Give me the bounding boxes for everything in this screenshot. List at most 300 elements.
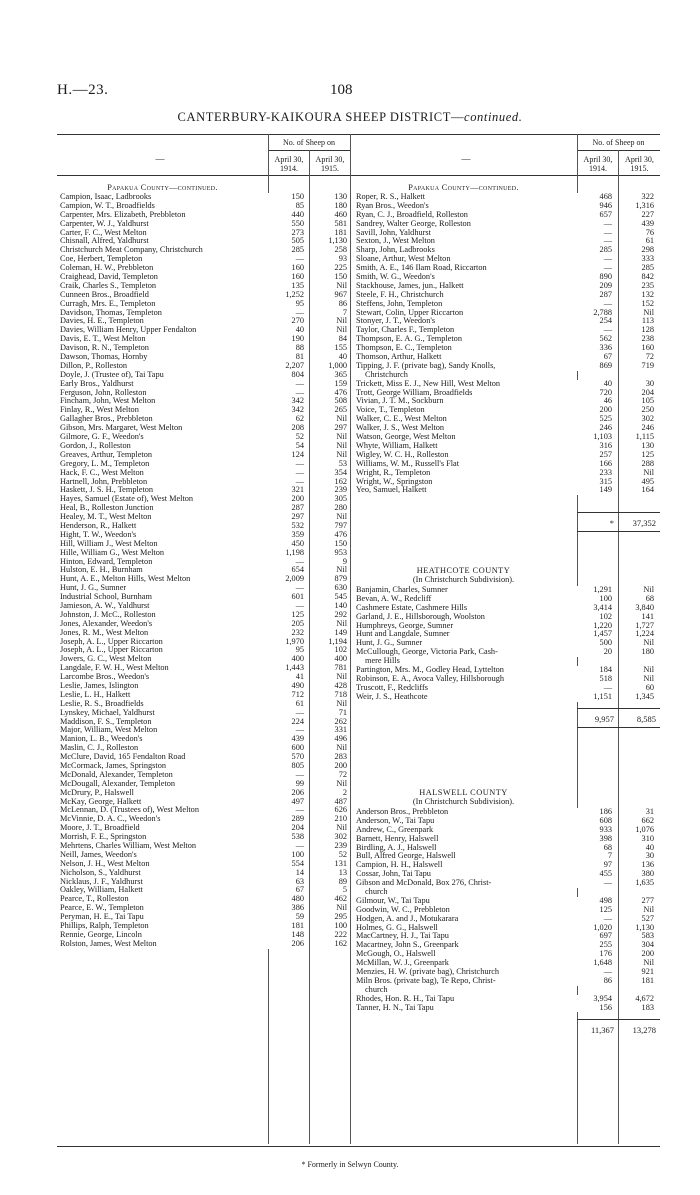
sheep-1914: 550 [267, 220, 304, 229]
sheep-1915: 297 [334, 424, 347, 433]
sheep-1914: 336 [575, 344, 612, 353]
owner-name: McClure, David, 165 Fendalton Road [60, 753, 186, 762]
sheep-1914: 3,954 [575, 995, 612, 1004]
owner-name: McLennan, D. (Trustees of), West Melton [60, 806, 199, 815]
table-row [356, 442, 660, 451]
sheep-1915: 200 [641, 950, 654, 959]
sheep-1914: — [267, 726, 304, 735]
table-row [60, 540, 350, 549]
right-sheep-header: No. of Sheep on [592, 138, 645, 147]
sheep-1914: — [267, 771, 304, 780]
sheep-1914: 2,009 [267, 575, 304, 584]
table-row [60, 220, 350, 229]
owner-name: Craik, Charles S., Templeton [60, 281, 157, 290]
sheep-1915: 1,130 [328, 237, 347, 246]
sheep-1915: 131 [334, 859, 347, 868]
sheep-1914: — [267, 255, 304, 264]
table-row [356, 693, 660, 702]
owner-name: Campion, W. T., Broadfields [60, 201, 155, 210]
owner-name: Hunt, A. E., Melton Hills, West Melton [60, 575, 191, 584]
sheep-1915: 71 [338, 708, 347, 717]
sheep-1914: 99 [267, 780, 304, 789]
sheep-1914: 554 [267, 860, 304, 869]
owner-name: Davis, E. T., West Melton [60, 335, 146, 344]
sheep-1915: 879 [334, 575, 347, 584]
owner-name: Thompson, E. A. G., Templeton [356, 335, 462, 344]
sheep-1915: 439 [641, 219, 654, 228]
sheep-1915: 102 [334, 646, 347, 655]
owner-name: Anderson Bros., Prebbleton [356, 808, 449, 816]
sheep-1914: 342 [267, 406, 304, 415]
sheep-1914: 398 [575, 835, 612, 844]
sheep-1914: 1,443 [267, 664, 304, 673]
owner-name: Yeo, Samuel, Halkett [356, 486, 427, 495]
owner-name: Davidson, Thomas, Templeton [60, 308, 162, 317]
table-row [356, 941, 660, 950]
table-row [356, 220, 660, 229]
table-row [60, 255, 350, 264]
sheep-1915: 428 [334, 681, 347, 690]
table-row [60, 602, 350, 611]
owner-name: Mehrtens, Charles William, West Melton [60, 842, 197, 851]
sheep-1915: Nil [643, 468, 654, 477]
owner-name: Wigley, W. C. H., Rolleston [356, 450, 449, 459]
sheep-1914: 321 [267, 486, 304, 495]
sheep-1914: 97 [575, 861, 612, 870]
sheep-1914: 85 [267, 202, 304, 211]
sheep-1915: 781 [334, 664, 347, 673]
table-row [60, 335, 350, 344]
sheep-1914: 160 [267, 264, 304, 273]
owner-name: Trickett, Miss E. J., New Hill, West Melton [356, 379, 501, 388]
sheep-1914: 657 [575, 211, 612, 220]
table-row [60, 833, 350, 842]
table-row [356, 968, 660, 977]
right-col-1914: April 30, 1914. [583, 155, 613, 173]
sheep-1915: 180 [641, 648, 654, 657]
halswell-total-rule [577, 1019, 660, 1020]
owner-name: Healey, M. T., West Melton [60, 513, 152, 522]
sheep-1915: 292 [334, 610, 347, 619]
table-row [356, 193, 660, 202]
sheep-1914: 102 [575, 613, 612, 622]
sheep-1914: 41 [267, 673, 304, 682]
table-row [60, 415, 350, 424]
sheep-1914: 135 [267, 282, 304, 291]
owner-name: Peryman, H. E., Tai Tapu [60, 913, 144, 922]
table-row [356, 273, 660, 282]
table-row [356, 666, 660, 675]
sheep-1914: — [575, 879, 612, 888]
table-row [356, 211, 660, 220]
table-row [356, 397, 660, 406]
sheep-1915: 76 [645, 228, 654, 237]
owner-name: Hinton, Edward, Templeton [60, 557, 153, 566]
sheep-1914: 62 [267, 415, 304, 424]
sheep-1914: 233 [575, 469, 612, 478]
sheep-1915: 227 [641, 210, 654, 219]
sheep-1915: Nil [643, 586, 654, 594]
sheep-1914: 206 [267, 940, 304, 949]
table-row [356, 995, 660, 1004]
owner-name: Rennie, George, Lincoln [60, 930, 142, 939]
table-row [356, 861, 660, 870]
sheep-1914: 68 [575, 844, 612, 853]
sheep-1915: 508 [334, 397, 347, 406]
table-row [356, 451, 660, 460]
table-row [60, 273, 350, 282]
table-row [60, 291, 350, 300]
heathcote-subheading: (In Christchurch Subdivision). [412, 575, 515, 584]
sheep-1915: Nil [643, 639, 654, 648]
report-code: H.—23. [57, 82, 109, 98]
owner-name: Manion, L. B., Weedon's [60, 735, 143, 744]
sheep-1915: 30 [645, 379, 654, 388]
sheep-1914: 439 [267, 735, 304, 744]
sheep-1915: 235 [641, 281, 654, 290]
owner-name: Cashmere Estate, Cashmere Hills [356, 603, 468, 612]
table-row [356, 959, 660, 968]
sheep-1915: 239 [334, 486, 347, 495]
sheep-1915: 162 [334, 939, 347, 948]
footnote: * Formerly in Selwyn County. [301, 1160, 399, 1169]
sheep-1914: 805 [267, 762, 304, 771]
sheep-1915: 1,076 [635, 825, 654, 834]
table-row [60, 806, 350, 815]
sheep-1914: 100 [267, 851, 304, 860]
sheep-1914: 200 [575, 406, 612, 415]
owner-name: Walker, J. S., West Melton [356, 424, 445, 433]
table-row [60, 264, 350, 273]
table-row [60, 460, 350, 469]
sheep-1915: 302 [334, 833, 347, 842]
heathcote-total-rule [577, 708, 660, 709]
table-row [60, 193, 350, 202]
table-row [356, 255, 660, 264]
owner-name: Williams, W. M., Russell's Flat [356, 459, 460, 468]
sheep-1914: 570 [267, 753, 304, 762]
sheep-1915: Nil [643, 959, 654, 968]
sheep-1914: — [267, 584, 304, 593]
page-title [0, 110, 700, 125]
table-row [356, 202, 660, 211]
owner-name: Banjamin, Charles, Sumner [356, 586, 448, 594]
owner-name: Dawson, Thomas, Hornby [60, 353, 148, 362]
sheep-1915: 162 [334, 477, 347, 486]
sheep-1914: 532 [267, 522, 304, 531]
sheep-1914: 450 [267, 540, 304, 549]
owner-name: Davies, H. E., Templeton [60, 317, 144, 326]
owner-name: Campion, H. H., Halswell [356, 861, 443, 870]
sheep-1915: 72 [645, 353, 654, 362]
table-row [356, 229, 660, 238]
sheep-1914: 869 [575, 362, 612, 371]
sheep-1914: — [575, 255, 612, 264]
sheep-1914: 505 [267, 237, 304, 246]
sheep-1915: 222 [334, 930, 347, 939]
sheep-1915: 460 [334, 210, 347, 219]
table-row [60, 531, 350, 540]
owner-name: Garland, J. E., Hillsborough, Woolston [356, 612, 485, 621]
sheep-1915: Nil [336, 699, 347, 708]
sheep-1914: 190 [267, 335, 304, 344]
table-bottom-rule [57, 1146, 660, 1147]
left-sheep-header: No. of Sheep on [283, 138, 335, 147]
sheep-1915: 1,345 [635, 692, 654, 701]
owner-name: Pearce, T., Rolleston [60, 895, 129, 904]
owner-name: Jamieson, A. W., Yaldhurst [60, 601, 150, 610]
table-row [356, 300, 660, 309]
owner-name: Roper, R. S., Halkett [356, 193, 426, 201]
sheep-1914: 125 [575, 906, 612, 915]
table-row [60, 726, 350, 735]
sheep-1914: 232 [267, 629, 304, 638]
table-row [356, 291, 660, 300]
owner-name: Doyle, J. (Trustee of), Tai Tapu [60, 370, 164, 379]
sheep-1915: 130 [334, 193, 347, 201]
table-row [356, 808, 660, 817]
sheep-1915: 333 [641, 255, 654, 264]
owner-name: Barnett, Henry, Halswell [356, 834, 439, 843]
owner-name: Nicholson, S., Yaldhurst [60, 868, 141, 877]
right-name-column-dash: — [461, 154, 471, 164]
owner-name: Tipping, J. F. (private bag), Sandy Knolls, [356, 361, 496, 370]
sheep-1914: 562 [575, 335, 612, 344]
owner-name: Coleman, H. W., Prebbleton [60, 264, 154, 273]
table-row [356, 817, 660, 826]
left-col-1914: April 30, 1914. [274, 155, 304, 173]
sheep-1915: 354 [334, 468, 347, 477]
sheep-1915: 141 [641, 612, 654, 621]
owner-name: Jones, Alexander, Weedon's [60, 619, 153, 628]
owner-name: Gregory, L. M., Templeton [60, 459, 150, 468]
table-row [60, 904, 350, 913]
owner-name: Oakley, William, Halkett [60, 886, 143, 895]
sheep-1914: 7 [575, 852, 612, 861]
table-row [60, 744, 350, 753]
sheep-1915: Nil [336, 433, 347, 442]
sheep-1914: 315 [575, 478, 612, 487]
table-row [356, 675, 660, 684]
owner-name: Rhodes, Hon. R. H., Tai Tapu [356, 994, 455, 1003]
sheep-1915: 365 [334, 370, 347, 379]
owner-name: Whyte, William, Halkett [356, 441, 438, 450]
sheep-1914: — [575, 684, 612, 693]
table-row [60, 620, 350, 629]
sheep-1914: — [575, 968, 612, 977]
table-row [60, 646, 350, 655]
sheep-1914: 946 [575, 202, 612, 211]
owner-name: Walker, C. E., West Melton [356, 415, 447, 424]
sheep-1915: 298 [641, 246, 654, 255]
owner-name: Carter, F. C., West Melton [60, 228, 147, 237]
sheep-1914: 124 [267, 451, 304, 460]
table-row [356, 879, 660, 888]
sheep-1914: 54 [267, 442, 304, 451]
right-col-1915: April 30, 1915. [625, 155, 654, 173]
owner-name: Thomson, Arthur, Halkett [356, 353, 442, 362]
halswell-subheading: (In Christchurch Subdivision). [412, 797, 515, 806]
sheep-1914: — [575, 915, 612, 924]
owner-name: Haskett, J. S. H., Templeton [60, 486, 154, 495]
table-row [60, 300, 350, 309]
sheep-1915: 181 [641, 976, 654, 985]
sheep-1914: 342 [267, 397, 304, 406]
owner-name: Hill, William J., West Melton [60, 539, 158, 548]
sheep-1915: 496 [334, 735, 347, 744]
table-row [356, 595, 660, 604]
owner-name: Ryan Bros., Weedon's [356, 201, 429, 210]
sheep-1914: 270 [267, 317, 304, 326]
sheep-1915: 30 [645, 852, 654, 861]
owner-name: Johnston, J. McC., Rolleston [60, 610, 156, 619]
sheep-1914: 525 [575, 415, 612, 424]
sheep-1914: 285 [575, 246, 612, 255]
owner-name: Henderson, R., Halkett [60, 521, 137, 530]
sheep-1914: — [267, 469, 304, 478]
sheep-1915: 61 [645, 237, 654, 246]
table-row [356, 870, 660, 879]
owner-name: Heal, B., Rolleston Junction [60, 504, 154, 513]
table-row [60, 495, 350, 504]
table-row [356, 844, 660, 853]
sheep-1914: 273 [267, 229, 304, 238]
sheep-1914: 208 [267, 424, 304, 433]
table-row [60, 549, 350, 558]
sheep-1915: 583 [641, 932, 654, 941]
table-row [356, 630, 660, 639]
owner-name: Hunt, J. G., Sumner [60, 584, 127, 593]
halswell-heading: HALSWELL COUNTY [419, 788, 508, 797]
sheep-1915: 310 [641, 834, 654, 843]
heathcote-total-1914: 9,957 [594, 714, 614, 724]
owner-name: McKay, George, Halkett [60, 797, 142, 806]
owner-name: Stackhouse, James, jun., Halkett [356, 281, 464, 290]
owner-name: Taylor, Charles F., Templeton [356, 326, 455, 335]
sheep-1915: 1,194 [328, 637, 347, 646]
table-row [60, 789, 350, 798]
sheep-1915: Nil [643, 905, 654, 914]
sheep-1915: Nil [643, 674, 654, 683]
sheep-1914: 14 [267, 869, 304, 878]
sheep-1915: 155 [334, 344, 347, 353]
sheep-1914: 697 [575, 932, 612, 941]
sheep-1915: 160 [641, 344, 654, 353]
sheep-1914: — [575, 237, 612, 246]
sheep-1915: 136 [641, 861, 654, 870]
owner-name: Jones, R. M., West Melton [60, 628, 149, 637]
sheep-1914: 890 [575, 273, 612, 282]
owner-name: Leslie, James, Islington [60, 681, 139, 690]
sheep-1914: 1,220 [575, 622, 612, 631]
table-row [356, 915, 660, 924]
table-row [60, 397, 350, 406]
sheep-1914: 1,252 [267, 291, 304, 300]
owner-name: Leslie, L. H., Halkett [60, 690, 131, 699]
owner-name: Holmes, G. G., Halswell [356, 923, 438, 932]
sheep-1915: 100 [334, 922, 347, 931]
sheep-1915: 305 [334, 495, 347, 504]
heathcote-heading: HEATHCOTE COUNTY [416, 566, 511, 575]
owner-name: Greaves, Arthur, Templeton [60, 450, 153, 459]
owner-name: Sandrey, Walter George, Rolleston [356, 219, 471, 228]
table-row [60, 326, 350, 335]
table-row [60, 513, 350, 522]
owner-name: Hack, F. C., West Melton [60, 468, 144, 477]
sheep-1914: 1,648 [575, 959, 612, 968]
table-row [356, 604, 660, 613]
owner-name: Partington, Mrs. M., Godley Head, Lyttelton [356, 666, 504, 675]
sheep-1915: 4,672 [635, 994, 654, 1003]
owner-name: McVinnie, D. A. C., Weedon's [60, 815, 161, 824]
owner-name: Weir, J. S., Heathcote [356, 692, 428, 701]
table-row [60, 753, 350, 762]
owner-name: Christchurch [365, 370, 408, 379]
sheep-1915: 250 [641, 406, 654, 415]
owner-name: Joseph, A. L., Upper Riccarton [60, 637, 163, 646]
table-row [356, 932, 660, 941]
table-row [60, 771, 350, 780]
sheep-1914: — [267, 309, 304, 318]
sheep-1915: 527 [641, 914, 654, 923]
sheep-1915: 265 [334, 406, 347, 415]
sheep-1915: 842 [641, 273, 654, 282]
left-entry-list [60, 193, 350, 949]
table-row [356, 622, 660, 631]
table-row [60, 558, 350, 567]
sheep-1915: 31 [645, 808, 654, 816]
owner-name: Jowers, G. C., West Melton [60, 655, 152, 664]
sheep-1915: Nil [336, 779, 347, 788]
sheep-1915: 1,727 [635, 621, 654, 630]
table-row [356, 486, 660, 495]
sheep-1914: 224 [267, 718, 304, 727]
sheep-1915: 105 [641, 397, 654, 406]
table-row [356, 326, 660, 335]
halswell-total-1914: 11,367 [590, 1025, 614, 1035]
sheep-1914: 63 [267, 878, 304, 887]
sheep-1914: — [575, 264, 612, 273]
sheep-1915: 204 [641, 388, 654, 397]
sheep-1915: 60 [645, 683, 654, 692]
table-row [60, 718, 350, 727]
table-row [60, 566, 350, 575]
table-row [356, 282, 660, 291]
owner-name: Steffens, John, Templeton [356, 299, 443, 308]
sheep-1914: — [267, 602, 304, 611]
sheep-1915: Nil [336, 326, 347, 335]
table-row [356, 469, 660, 478]
sheep-1914: 601 [267, 593, 304, 602]
table-row [356, 353, 660, 362]
papakua-total-1915: 37,352 [632, 518, 656, 528]
owner-name: Bevan, A. W., Redcliff [356, 594, 432, 603]
sheep-1914: 206 [267, 789, 304, 798]
owner-name: Sexton, J., West Melton [356, 237, 435, 246]
table-row [60, 362, 350, 371]
sheep-1914: 81 [267, 353, 304, 362]
sheep-1914: 181 [267, 922, 304, 931]
sheep-1915: 150 [334, 539, 347, 548]
sheep-1915: 302 [641, 415, 654, 424]
sheep-1915: 210 [334, 815, 347, 824]
table-row [60, 611, 350, 620]
owner-name: Hunt and Langdale, Sumner [356, 630, 450, 639]
sheep-1915: 288 [641, 459, 654, 468]
sheep-1914: 200 [267, 495, 304, 504]
sheep-1915: 238 [641, 335, 654, 344]
sheep-1914: 297 [267, 513, 304, 522]
